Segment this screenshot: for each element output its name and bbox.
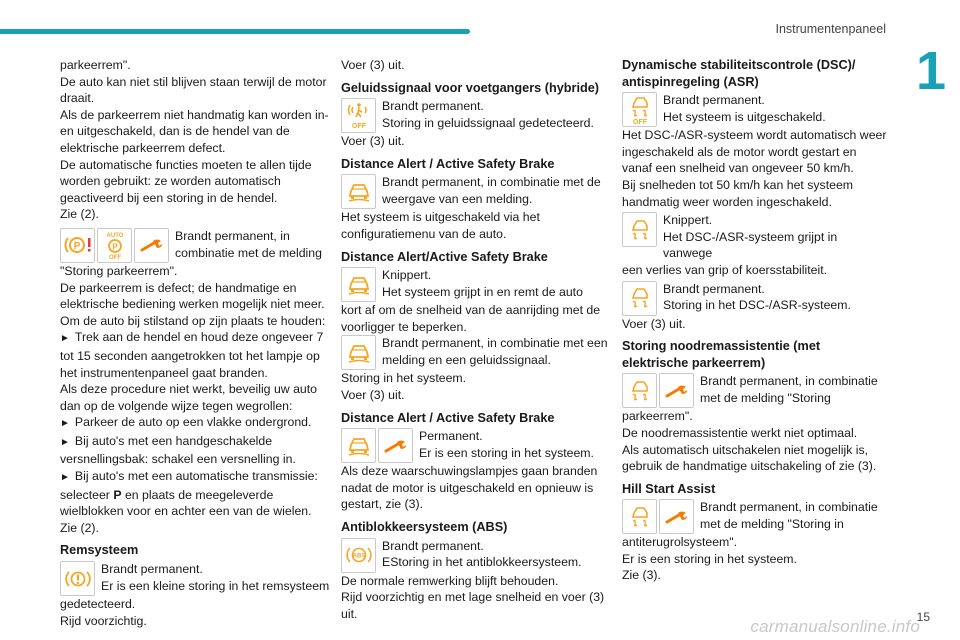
icon-line: Knippert.: [382, 268, 432, 283]
icon-group: [622, 212, 659, 247]
bullet-item: ► Bij auto's met een handgeschakelde versnellingsbak: schakel een versnelling in.: [60, 433, 330, 468]
icon-description: Brandt permanent, in combinatie met de melding: [175, 228, 322, 260]
paragraph: Als de parkeerrem niet handmatig kan worden in- en uitgeschakeld, dan is de hendel van de elektrische parkeerrem defect.: [60, 107, 329, 155]
icon-group: [341, 538, 378, 573]
paragraph: De automatische functies moeten te allen tijde worden gebruikt: ze worden automatisch geactiveerd bij een storing in de hendel.: [60, 157, 312, 205]
column-right: [622, 57, 887, 584]
distance-alert-row: [341, 428, 611, 463]
pedestrian-row: [341, 98, 611, 133]
paragraph: antiterugrolsysteem".: [622, 535, 738, 550]
paragraph: een verlies van grip of koersstabiliteit.: [622, 262, 828, 277]
svg-text:OFF: OFF: [108, 255, 121, 261]
brake-warning-row: [60, 561, 330, 596]
icon-description: [382, 538, 611, 571]
section-heading-dsc: Dynamische stabiliteitscontrole (DSC)/ antispinregeling (ASR): [622, 58, 856, 89]
icon-line: Brandt permanent.: [101, 562, 203, 577]
icon-group: [341, 98, 378, 133]
icon-group: [341, 428, 415, 463]
emergency-brake-row: [622, 373, 887, 408]
paragraph: De noodremassistentie werkt niet optimaal.: [622, 425, 858, 440]
chapter-number: 1: [915, 41, 946, 101]
icon-line: Het systeem grijpt in en remt de auto: [382, 284, 583, 299]
distance-alert-icon: [341, 267, 376, 302]
dsc-blink-row: [622, 212, 887, 262]
section-heading-distance-alert: Distance Alert / Active Safety Brake: [341, 156, 555, 171]
paragraph: De parkeerrem is defect; de handmatige en elektrische bediening werken mogelijk niet meer.: [60, 280, 325, 312]
dsc-icon: [622, 281, 657, 316]
dsc-off-icon: [622, 92, 657, 127]
paragraph: Zie (2).: [60, 207, 99, 222]
icon-description: [382, 98, 611, 131]
icon-group: [622, 499, 696, 534]
paragraph: De normale remwerking blijft behouden.: [341, 573, 559, 588]
paragraph: Om de auto bij stilstand op zijn plaats te houden:: [60, 313, 326, 328]
column-left: [60, 57, 330, 629]
paragraph: Voer (3) uit.: [622, 316, 686, 331]
wrench-icon: [134, 228, 169, 263]
icon-description: [382, 267, 611, 300]
paragraph: Bij snelheden tot 50 km/h kan het systeem handmatig weer worden ingeschakeld.: [622, 177, 854, 209]
distance-alert-row: [341, 174, 611, 209]
icon-line: Permanent.: [419, 429, 483, 444]
hill-start-row: [622, 499, 887, 534]
icon-line: Brandt permanent.: [382, 99, 484, 114]
icon-description: Brandt permanent, in combinatie met de melding "Storing in: [700, 500, 878, 531]
paragraph: gedetecteerd.: [60, 597, 136, 612]
bullet-item: [60, 468, 330, 520]
icon-line: Het DSC-/ASR-systeem grijpt in vanwege: [663, 229, 838, 261]
paragraph: Als automatisch uitschakelen niet mogelijk is, gebruik de handmatige uitschakeling of zie (3).: [622, 442, 877, 474]
abs-icon: [341, 538, 376, 573]
paragraph: Voer (3) uit.: [341, 134, 405, 149]
distance-alert-row: [341, 267, 611, 302]
icon-line: Brandt permanent.: [663, 281, 765, 296]
icon-line: Knippert.: [663, 213, 713, 228]
icon-description: Brandt permanent, in combinatie met de melding "Storing: [700, 374, 878, 405]
svg-text:ABS: ABS: [352, 553, 365, 560]
paragraph: parkeerrem".: [60, 58, 131, 72]
paragraph: Zie (2).: [60, 520, 99, 535]
gear-p-key: P: [113, 487, 122, 502]
section-heading-emergency-brake: Storing noodremassistentie (met elektrische parkeerrem): [622, 339, 821, 370]
bullet-text: en plaats de meegeleverde wielblokken voor en achter een van de wielen.: [60, 487, 312, 519]
paragraph: "Storing parkeerrem".: [60, 263, 178, 278]
paragraph: Als deze waarschuwingslampjes gaan branden nadat de motor is uitgeschakeld en opnieuw is gestart, zie (3).: [341, 464, 598, 512]
icon-group: [341, 174, 378, 209]
section-heading-abs: Antiblokkeersysteem (ABS): [341, 519, 508, 534]
svg-text:OFF: OFF: [351, 122, 366, 130]
section-heading-pedestrian: Geluidssignaal voor voetgangers (hybride): [341, 80, 600, 95]
paragraph: Het DSC-/ASR-systeem wordt automatisch weer ingeschakeld als de motor wordt gestart en vanaf een snelheid van ongeveer 50 km/h.: [622, 128, 887, 176]
dsc-icon: [622, 212, 657, 247]
svg-text:P: P: [73, 241, 80, 253]
icon-description: [663, 281, 887, 314]
icon-description: Brandt permanent, in combinatie met de weergave van een melding.: [382, 175, 601, 206]
icon-group: [60, 228, 171, 263]
icon-description: [419, 428, 611, 461]
paragraph: kort af om de snelheid van de aanrijding met de voorligger te beperken.: [341, 303, 601, 334]
distance-alert-icon: [341, 174, 376, 209]
icon-line: EStoring in het antiblokkeersysteem.: [382, 555, 582, 570]
brake-warning-icon: [60, 561, 95, 596]
section-heading-hill-start: Hill Start Assist: [622, 481, 716, 496]
icon-line: Brandt permanent.: [663, 93, 765, 108]
icon-line: Brandt permanent.: [382, 538, 484, 553]
icon-group: [341, 335, 378, 370]
distance-alert-row: [341, 335, 611, 370]
auto-p-off-icon: [97, 228, 132, 263]
icon-description: [663, 92, 887, 125]
svg-text:AUTO: AUTO: [106, 233, 123, 240]
icon-description: Brandt permanent, in combinatie met een melding en een geluidssignaal.: [382, 336, 608, 367]
svg-text:P: P: [111, 242, 118, 252]
epb-warning-icon: [60, 228, 95, 263]
section-heading-distance-alert: Distance Alert / Active Safety Brake: [341, 410, 555, 425]
icon-line: Er is een storing in het systeem.: [419, 445, 594, 460]
paragraph: De auto kan niet stil blijven staan terwijl de motor draait.: [60, 74, 327, 106]
icon-line: Er is een kleine storing in het remsysteem: [101, 578, 330, 593]
watermark: carmanualsonline.info: [750, 617, 920, 636]
icon-group: [341, 267, 378, 302]
svg-text:OFF: OFF: [632, 118, 647, 125]
bullet-text: Bij auto's met een automatische transmissie: selecteer: [60, 469, 318, 502]
wrench-icon: [659, 499, 694, 534]
page-header-title: Instrumentenpaneel: [775, 22, 886, 36]
pedestrian-sound-off-icon: [341, 98, 376, 133]
icon-description: [101, 561, 330, 594]
epb-warning-row: [60, 228, 330, 263]
section-heading-remsysteem: Remsysteem: [60, 543, 139, 558]
paragraph: Het systeem is uitgeschakeld via het configuratiemenu van de auto.: [341, 210, 540, 241]
bullet-item: ► Parkeer de auto op een vlakke ondergrond.: [60, 414, 330, 433]
dsc-icon: [622, 499, 657, 534]
paragraph: Rijd voorzichtig.: [60, 613, 147, 628]
dsc-permanent-row: [622, 281, 887, 316]
paragraph: Er is een storing in het systeem.: [622, 551, 797, 566]
header-accent-bar: [0, 29, 470, 34]
column-middle: [341, 57, 611, 622]
icon-description: [663, 212, 887, 262]
wrench-icon: [378, 428, 413, 463]
paragraph: Rijd voorzichtig en met lage snelheid en voer (3) uit.: [341, 590, 605, 621]
icon-line: Storing in het DSC-/ASR-systeem.: [663, 298, 851, 313]
distance-alert-icon: [341, 428, 376, 463]
distance-alert-icon: [341, 335, 376, 370]
paragraph: Storing in het systeem.: [341, 371, 467, 386]
paragraph: Voer (3) uit.: [341, 387, 405, 402]
wrench-icon: [659, 373, 694, 408]
icon-group: [622, 373, 696, 408]
page-number: 15: [916, 610, 930, 624]
paragraph: Als deze procedure niet werkt, beveilig uw auto dan op de volgende wijze tegen wegrollen:: [60, 382, 318, 413]
paragraph: Voer (3) uit.: [341, 58, 405, 72]
dsc-icon: [622, 373, 657, 408]
paragraph: Zie (3).: [622, 568, 661, 583]
abs-row: [341, 538, 611, 573]
section-heading-distance-alert: Distance Alert/Active Safety Brake: [341, 249, 548, 264]
paragraph: parkeerrem".: [622, 409, 693, 424]
bullet-item: ► Trek aan de hendel en houd deze ongeveer 7 tot 15 seconden aangetrokken tot het lampje op het instrumentenpaneel gaat branden.: [60, 329, 330, 381]
dsc-off-row: [622, 92, 887, 127]
icon-group: [622, 92, 659, 127]
icon-group: [622, 281, 659, 316]
icon-line: Storing in geluidssignaal gedetecteerd.: [382, 115, 594, 130]
icon-group: [60, 561, 97, 596]
icon-line: Het systeem is uitgeschakeld.: [663, 109, 826, 124]
